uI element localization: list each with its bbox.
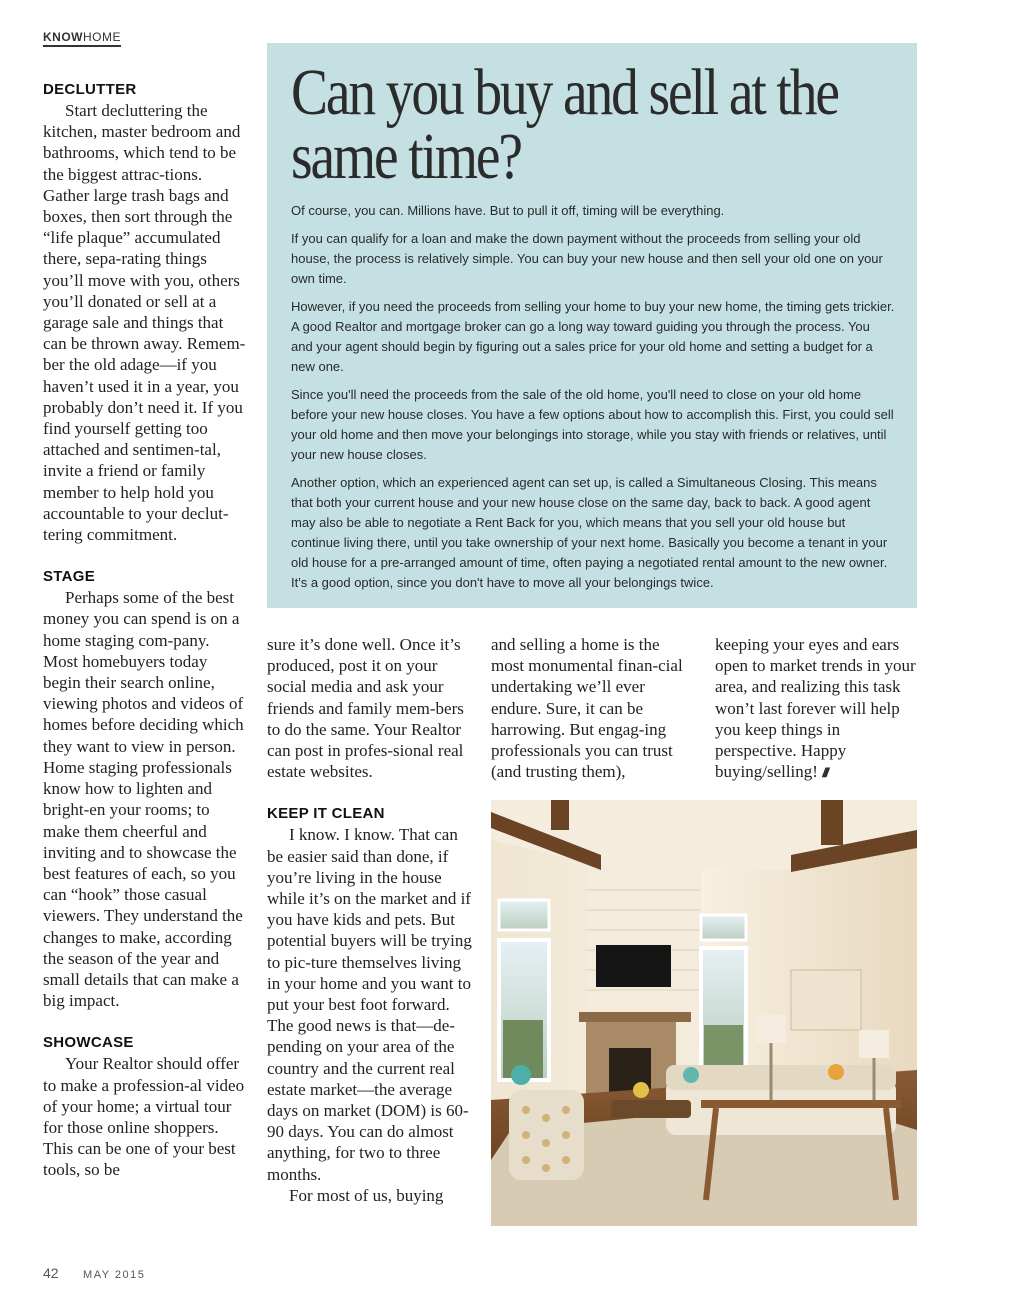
sidebar-paragraph: Of course, you can. Millions have. But to pull it off, timing will be everything. bbox=[291, 203, 725, 218]
issue-date: MAY 2015 bbox=[83, 1269, 146, 1281]
page-number: 42 bbox=[43, 1265, 59, 1281]
sidebar-body bbox=[291, 201, 895, 593]
sidebar-title: Can you buy and sell at the same time? bbox=[291, 56, 838, 193]
keep-it-clean-paragraph: I know. I know. That can be easier said than done, if you’re living in the house while it’s on the market and if you have kids and pets. But potential buyers will be trying to pic-ture themselves living in your home and you want to put your best foot forward. The good news is that—de-pending on your area of the country and the current real estate market—the average days on market (DOM) is 60-90 days. You can do almost anything, for two to three months. bbox=[267, 825, 472, 1184]
section-tag-rest: HOME bbox=[83, 30, 121, 44]
page-footer bbox=[43, 1265, 145, 1283]
sidebar-paragraph: If you can qualify for a loan and make the down payment without the proceeds from selling your old house, the process is relatively simple. You can buy your new house and then sell your old one on your own time. bbox=[291, 231, 883, 286]
declutter-paragraph: Start decluttering the kitchen, master bedroom and bathrooms, which tend to be the biggest attrac-tions. Gather large trash bags and boxes, then sort through the “life plaque” accumulated there, sepa-rating things you’ll move with you, others you’ll donated or sell at a garage sale and things that can be thrown away. Remem-ber the old adage—if you haven’t used it in a year, you probably don’t need it. If you find yourself getting too attached and sentimen-tal, invite a friend or family member to help hold you accountable to your declut-tering commitment. bbox=[43, 101, 246, 545]
stage-paragraph: Perhaps some of the best money you can spend is on a home staging com-pany. Most homebuyers today begin their search online, viewing photos and videos of homes before deciding which they want to view in person. Home staging professionals know how to lighten and bright-en your rooms; to make them cheerful and inviting and to showcase the best features of each, so you can “hook” those casual viewers. They understand the changes to make, according the season of the year and small details that can make a big impact. bbox=[43, 588, 244, 1011]
end-mark-icon: /// bbox=[822, 765, 828, 781]
article-column-4 bbox=[715, 634, 920, 783]
closing-paragraph-middle: and selling a home is the most monumental finan-cial undertaking we’ll ever endure. Sure, it can be harrowing. But engag-ing professionals you can trust (and trusting them), bbox=[491, 635, 683, 782]
closing-paragraph-start: For most of us, buying bbox=[289, 1185, 444, 1205]
declutter-heading: DECLUTTER bbox=[43, 81, 137, 98]
sidebar-paragraph: Another option, which an experienced agent can set up, is called a Simultaneous Closing. This means that both your current house and your new house close on the same day, back to back. A good agent may also be able to negotiate a Rent Back for you, which means that you sell your old house but continue living there, until you take ownership of your next home. Basically you become a tenant in your old house for a pre-arranged amount of time, often paying a negotiated rental amount to the new owner. It's a good option, since you don't have to move all your belongings twice. bbox=[291, 475, 888, 590]
article-column-1 bbox=[43, 80, 248, 1181]
closing-paragraph-end bbox=[715, 634, 920, 783]
closing-text: keeping your eyes and ears open to market trends in your area, and realizing this task won’t last forever will help you keep things in perspective. Happy buying/selling! bbox=[715, 635, 916, 782]
sidebar-paragraph: Since you'll need the proceeds from the sale of the old home, you'll need to close on your old home before your new house closes. You have a few options about how to accomplish this. First, you could sell your old home and then move your belongings into storage, while you stay with friends or relatives, until your new house closes. bbox=[291, 387, 894, 462]
section-tag bbox=[43, 30, 121, 47]
living-room-photo bbox=[491, 800, 917, 1226]
showcase-heading: SHOWCASE bbox=[43, 1034, 134, 1052]
showcase-continued: sure it’s done well. Once it’s produced, post it on your social media and ask your friends and family mem-bers to do the same. Your Realtor can post in profes-sional real estate websites. bbox=[267, 635, 464, 782]
showcase-paragraph: Your Realtor should offer to make a profession-al video of your home; a virtual tour for those online shoppers. This can be one of your best tools, so be bbox=[43, 1054, 245, 1180]
keep-it-clean-heading: KEEP IT CLEAN bbox=[267, 805, 385, 823]
article-column-2 bbox=[267, 634, 472, 1206]
section-tag-bold: KNOW bbox=[43, 30, 83, 44]
stage-heading: STAGE bbox=[43, 568, 96, 586]
article-column-3 bbox=[491, 634, 696, 782]
sidebar-box bbox=[267, 43, 917, 608]
sidebar-paragraph: However, if you need the proceeds from selling your home to buy your new home, the timing gets trickier. A good Realtor and mortgage broker can go a long way toward guiding you through the process. You and your agent should begin by figuring out a sales price for your old home and setting a budget for a new one. bbox=[291, 299, 895, 374]
